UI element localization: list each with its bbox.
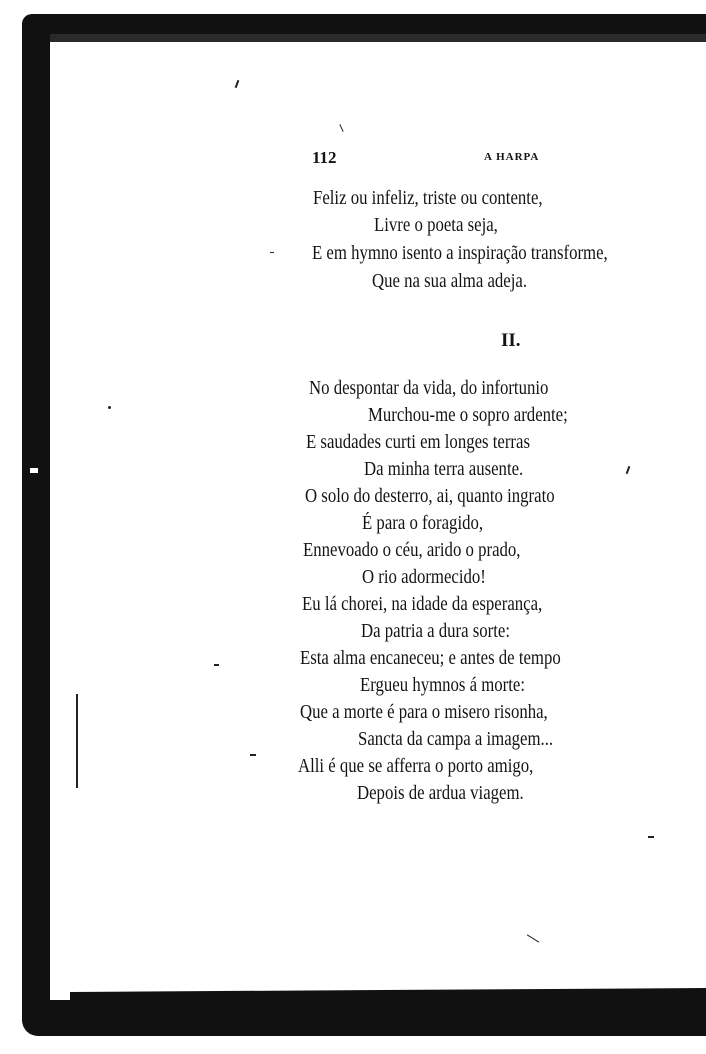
verse-line: Depois de ardua viagem. xyxy=(357,783,524,804)
page-number: 112 xyxy=(312,148,337,167)
verse-line: O solo do desterro, ai, quanto ingrato xyxy=(305,486,555,507)
verse-line: É para o foragido, xyxy=(362,513,484,534)
section-number: II. xyxy=(501,330,521,351)
page-header xyxy=(312,148,572,170)
verse-line: Ennevoado o céu, arido o prado, xyxy=(303,540,521,561)
scan-border-bottom xyxy=(22,1000,706,1036)
running-head: A HARPA xyxy=(484,151,540,163)
verse-line: Esta alma encaneceu; e antes de tempo xyxy=(300,648,561,669)
verse-line: Eu lá chorei, na idade da esperança, xyxy=(302,594,543,615)
verse-line: Alli é que se afferra o porto amigo, xyxy=(298,756,534,777)
verse-line: Da patria a dura sorte: xyxy=(361,621,511,642)
verse-line: Murchou-me o sopro ardente; xyxy=(368,405,568,426)
verse-line: E em hymno isento a inspiração transforme, xyxy=(312,243,608,264)
verse-line: O rio adormecido! xyxy=(362,567,486,588)
verse-line: Feliz ou infeliz, triste ou contente, xyxy=(313,188,543,209)
verse-line: E saudades curti em longes terras xyxy=(306,432,530,453)
scan-border-left xyxy=(22,14,50,1036)
verse-line: Ergueu hymnos á morte: xyxy=(360,675,526,696)
verse-line: Que a morte é para o misero risonha, xyxy=(300,702,548,723)
verse-line: Que na sua alma adeja. xyxy=(372,271,528,292)
verse-line: Sancta da campa a imagem... xyxy=(358,729,554,750)
verse-line: Da minha terra ausente. xyxy=(364,459,524,480)
verse-line: Livre o poeta seja, xyxy=(374,215,498,236)
scan-border-top-shadow xyxy=(50,34,706,42)
verse-line: No despontar da vida, do infortunio xyxy=(309,378,549,399)
